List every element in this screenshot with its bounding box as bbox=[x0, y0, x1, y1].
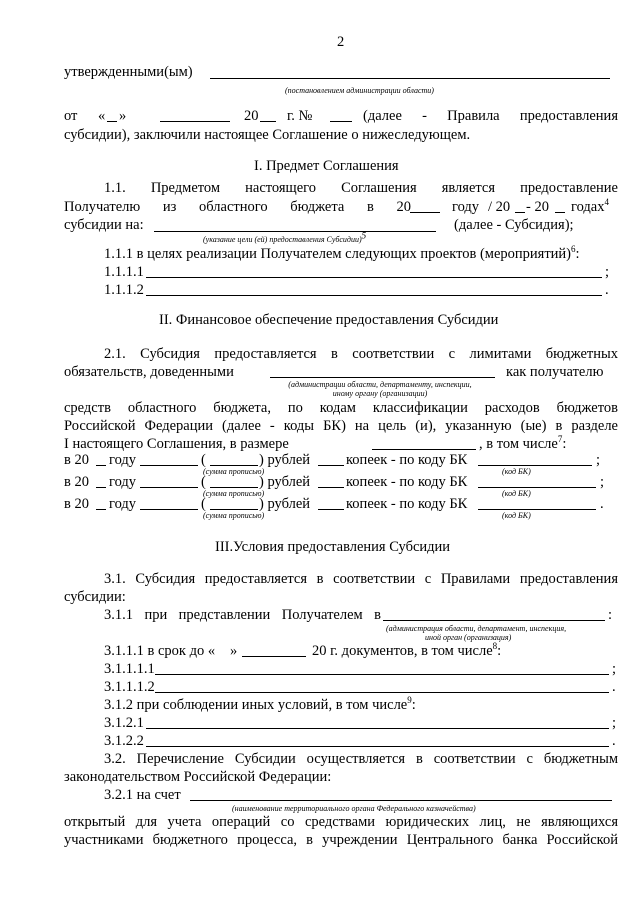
row-year-field[interactable] bbox=[96, 509, 106, 510]
p21-line-2b: как получателю bbox=[506, 364, 604, 380]
p32-line-3: открытый для учета операций со средствами юридических лиц, не являющихся bbox=[64, 814, 618, 830]
row-rub: ) рублей bbox=[259, 452, 311, 468]
row-paren: ( bbox=[201, 452, 206, 468]
p21-hint-1: (администрации области, департаменту, инспекции, bbox=[288, 380, 472, 389]
row-sum-hint: (сумма прописью) bbox=[203, 489, 265, 498]
row-paren: ( bbox=[201, 474, 206, 490]
row-bk-field[interactable] bbox=[478, 509, 596, 510]
p11-year-field-3[interactable] bbox=[555, 212, 565, 213]
p3121-end: ; bbox=[612, 715, 617, 731]
row-god: году bbox=[109, 474, 137, 490]
row-kop: копеек - по коду БК bbox=[346, 452, 468, 468]
section-1-title: I. Предмет Соглашения bbox=[254, 158, 399, 174]
row-rub: ) рублей bbox=[259, 496, 311, 512]
row-paren: ( bbox=[201, 496, 206, 512]
p32-line-4: участниками бюджетного процесса, в учреждении Центрального банка Российской bbox=[64, 832, 618, 848]
number-field[interactable] bbox=[330, 121, 352, 122]
row-rub: ) рублей bbox=[259, 474, 311, 490]
p3111-a: 3.1.1.1 в срок до « bbox=[104, 643, 216, 659]
p321-hint: (наименование территориального органа Федерального казначейства) bbox=[232, 804, 476, 813]
p1111-field[interactable] bbox=[146, 277, 602, 278]
row-kop: копеек - по коду БК bbox=[346, 496, 468, 512]
p3122-end: . bbox=[612, 733, 616, 749]
date-day-field[interactable] bbox=[107, 121, 117, 122]
row-kop-field[interactable] bbox=[318, 465, 344, 466]
row-end: ; bbox=[600, 474, 605, 490]
p1111-end: ; bbox=[605, 264, 610, 280]
approved-by-field[interactable] bbox=[210, 78, 610, 79]
p31111-field[interactable] bbox=[155, 674, 609, 675]
approved-by-label: утвержденными(ым) bbox=[64, 64, 193, 80]
p32-line-2: законодательством Российской Федерации: bbox=[64, 769, 332, 785]
subsidy-purpose-hint: (указание цели (ей) предоставления Субсидии)$^5$ bbox=[203, 230, 367, 244]
row-words-field[interactable] bbox=[210, 487, 258, 488]
row-year-field[interactable] bbox=[96, 487, 106, 488]
rules-tail: (далее - Правила предоставления bbox=[363, 108, 618, 124]
p21-hint-2: иному органу (организации) bbox=[332, 389, 428, 398]
row-bk-hint: (код БК) bbox=[502, 511, 531, 520]
p1112-field[interactable] bbox=[146, 295, 602, 296]
p3122-field[interactable] bbox=[146, 746, 609, 747]
row-god: году bbox=[109, 496, 137, 512]
subsidy-purpose-field[interactable] bbox=[154, 231, 436, 232]
intro-line-2: субсидии), заключили настоящее Соглашение о нижеследующем. bbox=[64, 127, 471, 143]
row-kop: копеек - по коду БК bbox=[346, 474, 468, 490]
row-kop-field[interactable] bbox=[318, 509, 344, 510]
p21-line-2a: обязательств, доведенными bbox=[64, 364, 234, 380]
p311-hint-1: (администрация области, департамент, инспекция, bbox=[386, 624, 567, 633]
p1111-label: 1.1.1.1 bbox=[104, 264, 144, 280]
row-words-field[interactable] bbox=[210, 509, 258, 510]
quote-close: » bbox=[119, 108, 127, 124]
row-bk-field[interactable] bbox=[478, 487, 596, 488]
p21-amount-field[interactable] bbox=[372, 449, 476, 450]
p21-authority-field[interactable] bbox=[270, 377, 495, 378]
p11-line-2a: Получателю из областного бюджета в 20 bbox=[64, 199, 411, 215]
p311-line: 3.1.1 при представлении Получателем в bbox=[104, 607, 381, 623]
p11-year-field-2[interactable] bbox=[515, 212, 525, 213]
p3121-label: 3.1.2.1 bbox=[104, 715, 144, 731]
page-number: 2 bbox=[337, 34, 345, 50]
p111-line: 1.1.1 в целях реализации Получателем следующих проектов (мероприятий)$^6$: bbox=[104, 244, 580, 262]
p21-line-5b: , в том числе$^7$: bbox=[479, 434, 567, 452]
date-year-field[interactable] bbox=[260, 121, 276, 122]
p3122-label: 3.1.2.2 bbox=[104, 733, 144, 749]
row-sum-hint: (сумма прописью) bbox=[203, 467, 265, 476]
p11-line-1: 1.1. Предметом настоящего Соглашения является предоставление bbox=[104, 180, 618, 196]
p3111-b: » bbox=[230, 643, 238, 659]
row-sum-field[interactable] bbox=[140, 487, 198, 488]
p31111-label: 3.1.1.1.1 bbox=[104, 661, 155, 677]
row-god: году bbox=[109, 452, 137, 468]
p31112-field[interactable] bbox=[155, 692, 609, 693]
p312-line: 3.1.2 при соблюдении иных условий, в том числе$^9$: bbox=[104, 695, 416, 713]
row-words-field[interactable] bbox=[210, 465, 258, 466]
p21-line-3: средств областного бюджета, по кодам классификации расходов бюджетов bbox=[64, 400, 618, 416]
p3111-date-field[interactable] bbox=[242, 656, 306, 657]
row-sum-field[interactable] bbox=[140, 509, 198, 510]
p321-label: 3.2.1 на счет bbox=[104, 787, 181, 803]
p321-account-field[interactable] bbox=[190, 800, 612, 801]
row-sum-hint: (сумма прописью) bbox=[203, 511, 265, 520]
p32-line-1: 3.2. Перечисление Субсидии осуществляется в соответствии с бюджетным bbox=[104, 751, 618, 767]
approved-by-hint: (постановлением администрации области) bbox=[285, 86, 434, 95]
p11-line-2d: - 20 bbox=[526, 199, 549, 215]
row-year: в 20 bbox=[64, 474, 89, 490]
p31112-label: 3.1.1.1.2 bbox=[104, 679, 155, 695]
p11-line-2c: / 20 bbox=[488, 199, 511, 215]
row-sum-field[interactable] bbox=[140, 465, 198, 466]
row-end: . bbox=[600, 496, 604, 512]
row-bk-field[interactable] bbox=[478, 465, 592, 466]
date-month-field[interactable] bbox=[160, 121, 230, 122]
p311-hint-2: иной орган (организация) bbox=[425, 633, 512, 642]
row-bk-hint: (код БК) bbox=[502, 467, 531, 476]
p21-line-4: Российской Федерации (далее - коды БК) на цель (и), указанную (ые) в разделе bbox=[64, 418, 618, 434]
row-year: в 20 bbox=[64, 496, 89, 512]
row-bk-hint: (код БК) bbox=[502, 489, 531, 498]
p31-line-1: 3.1. Субсидия предоставляется в соответствии с Правилами предоставления bbox=[104, 571, 618, 587]
p1112-end: . bbox=[605, 282, 609, 298]
p11-line-2b: году bbox=[452, 199, 480, 215]
p1112-label: 1.1.1.2 bbox=[104, 282, 144, 298]
p3111-c: 20 г. документов, в том числе$^8$: bbox=[312, 641, 502, 659]
p21-line-5a: I настоящего Соглашения, в размере bbox=[64, 436, 289, 452]
date-label: от bbox=[64, 108, 78, 124]
row-year: в 20 bbox=[64, 452, 89, 468]
year-prefix: 20 bbox=[244, 108, 259, 124]
section-2-title: II. Финансовое обеспечение предоставления Субсидии bbox=[159, 312, 499, 328]
p11-line-3b: (далее - Субсидия); bbox=[454, 217, 574, 233]
p21-line-1: 2.1. Субсидия предоставляется в соответствии с лимитами бюджетных bbox=[104, 346, 618, 362]
p311-end: : bbox=[608, 607, 613, 623]
p11-line-3a: субсидии на: bbox=[64, 217, 144, 233]
p31112-end: . bbox=[612, 679, 616, 695]
p311-authority-field[interactable] bbox=[383, 620, 605, 621]
p3121-field[interactable] bbox=[146, 728, 609, 729]
row-year-field[interactable] bbox=[96, 465, 106, 466]
p31111-end: ; bbox=[612, 661, 617, 677]
row-kop-field[interactable] bbox=[318, 487, 344, 488]
row-end: ; bbox=[596, 452, 601, 468]
section-3-title: III.Условия предоставления Субсидии bbox=[215, 539, 451, 555]
p11-year-field-1[interactable] bbox=[410, 212, 440, 213]
p11-line-2e: годах$^4$ bbox=[571, 197, 609, 215]
quote-open: « bbox=[98, 108, 106, 124]
p31-line-2: субсидии: bbox=[64, 589, 126, 605]
number-label: г. № bbox=[287, 108, 313, 124]
